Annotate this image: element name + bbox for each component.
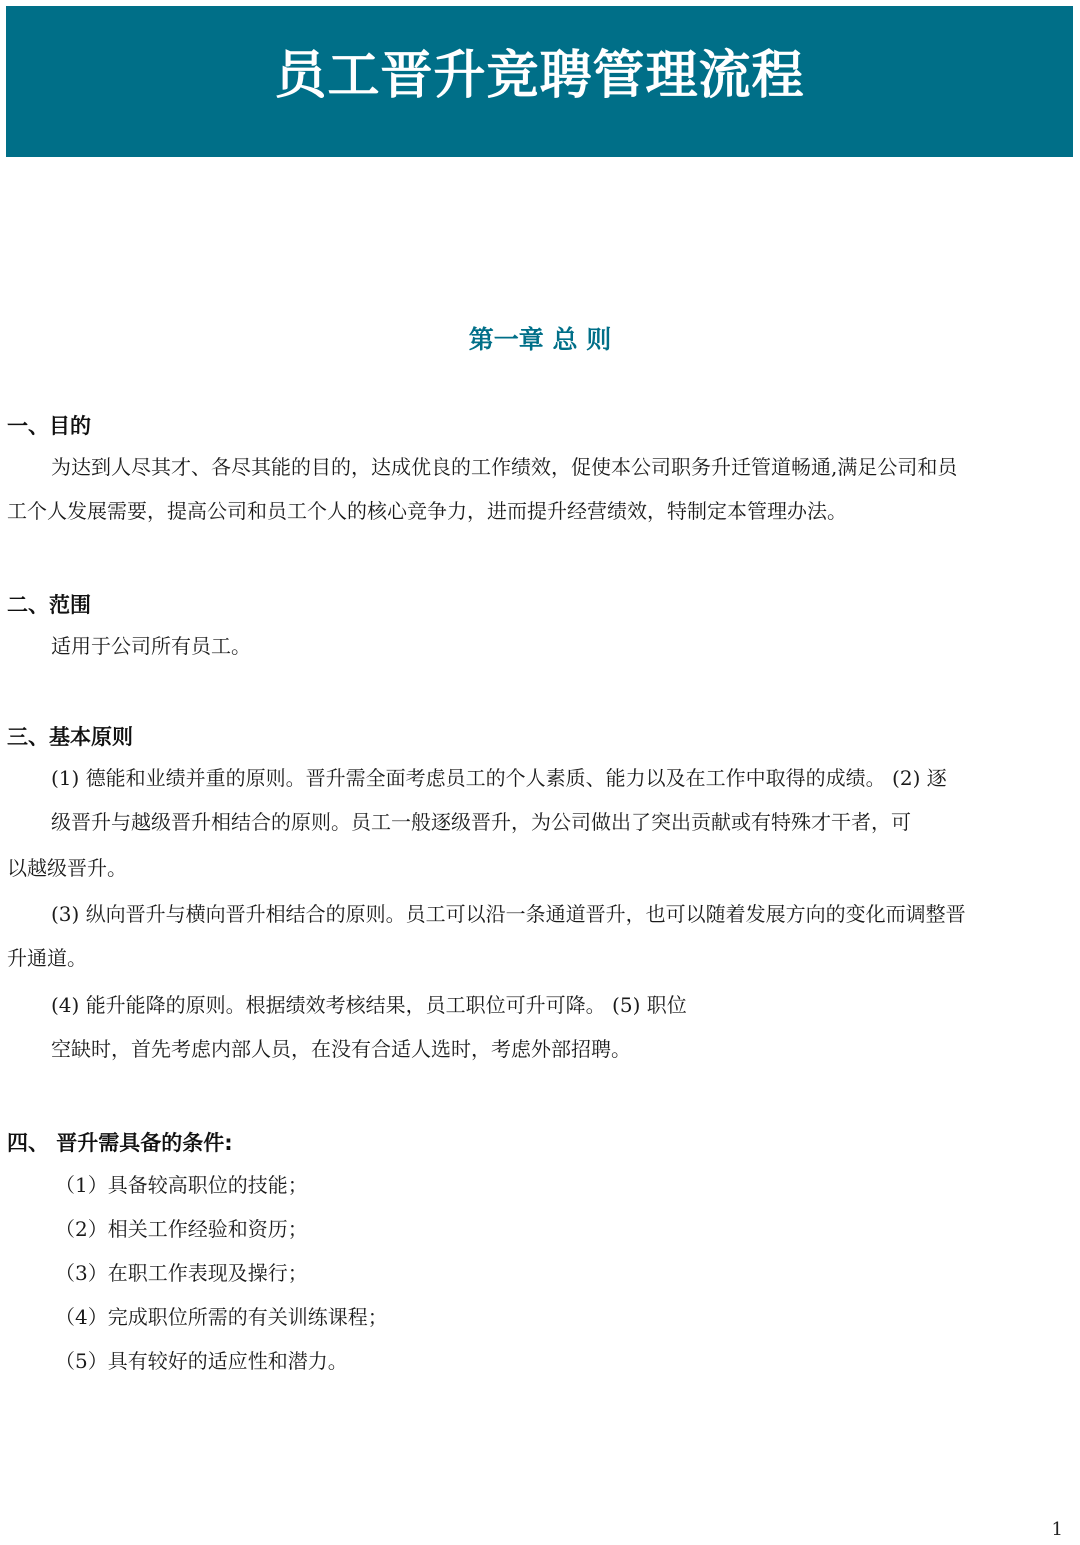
condition-item: （4）完成职位所需的有关训练课程； (55, 1305, 388, 1329)
principles-line-4: (3) 纵向晋升与横向晋升相结合的原则。员工可以沿一条通道晋升，也可以随着发展方向的变化而调整晋 (51, 902, 966, 926)
condition-item: （3）在职工作表现及操行； (55, 1261, 308, 1285)
chapter-title: 第一章 总 则 (468, 325, 612, 354)
principles-line-6: (4) 能升能降的原则。根据绩效考核结果，员工职位可升可降。 (5) 职位 (51, 993, 687, 1017)
purpose-paragraph-line-2: 工个人发展需要，提高公司和员工个人的核心竞争力，进而提升经营绩效，特制定本管理办法。 (7, 499, 847, 523)
principles-line-3: 以越级晋升。 (7, 856, 127, 880)
page-number: 1 (1051, 1519, 1063, 1540)
document-title: 员工晋升竞聘管理流程 (274, 46, 805, 106)
section-heading-conditions: 四、 晋升需具备的条件: (7, 1131, 233, 1155)
section-heading-purpose: 一、目的 (7, 414, 91, 438)
principles-line-1: (1) 德能和业绩并重的原则。晋升需全面考虑员工的个人素质、能力以及在工作中取得的成绩。 (2) 逐 (51, 766, 947, 790)
principles-line-7: 空缺时，首先考虑内部人员，在没有合适人选时，考虑外部招聘。 (51, 1037, 631, 1061)
condition-item: （1）具备较高职位的技能； (55, 1173, 308, 1197)
condition-item: （2）相关工作经验和资历； (55, 1217, 308, 1241)
principles-line-5: 升通道。 (7, 946, 87, 970)
section-heading-principles: 三、基本原则 (7, 725, 133, 749)
principles-line-2: 级晋升与越级晋升相结合的原则。员工一般逐级晋升，为公司做出了突出贡献或有特殊才干者，可 (51, 810, 911, 834)
purpose-paragraph-line-1: 为达到人尽其才、各尽其能的目的，达成优良的工作绩效，促使本公司职务升迁管道畅通,满足公司和员 (51, 455, 958, 479)
scope-paragraph: 适用于公司所有员工。 (51, 634, 251, 658)
section-heading-scope: 二、范围 (7, 593, 91, 617)
title-banner (6, 6, 1073, 157)
condition-item: （5）具有较好的适应性和潜力。 (55, 1349, 348, 1373)
